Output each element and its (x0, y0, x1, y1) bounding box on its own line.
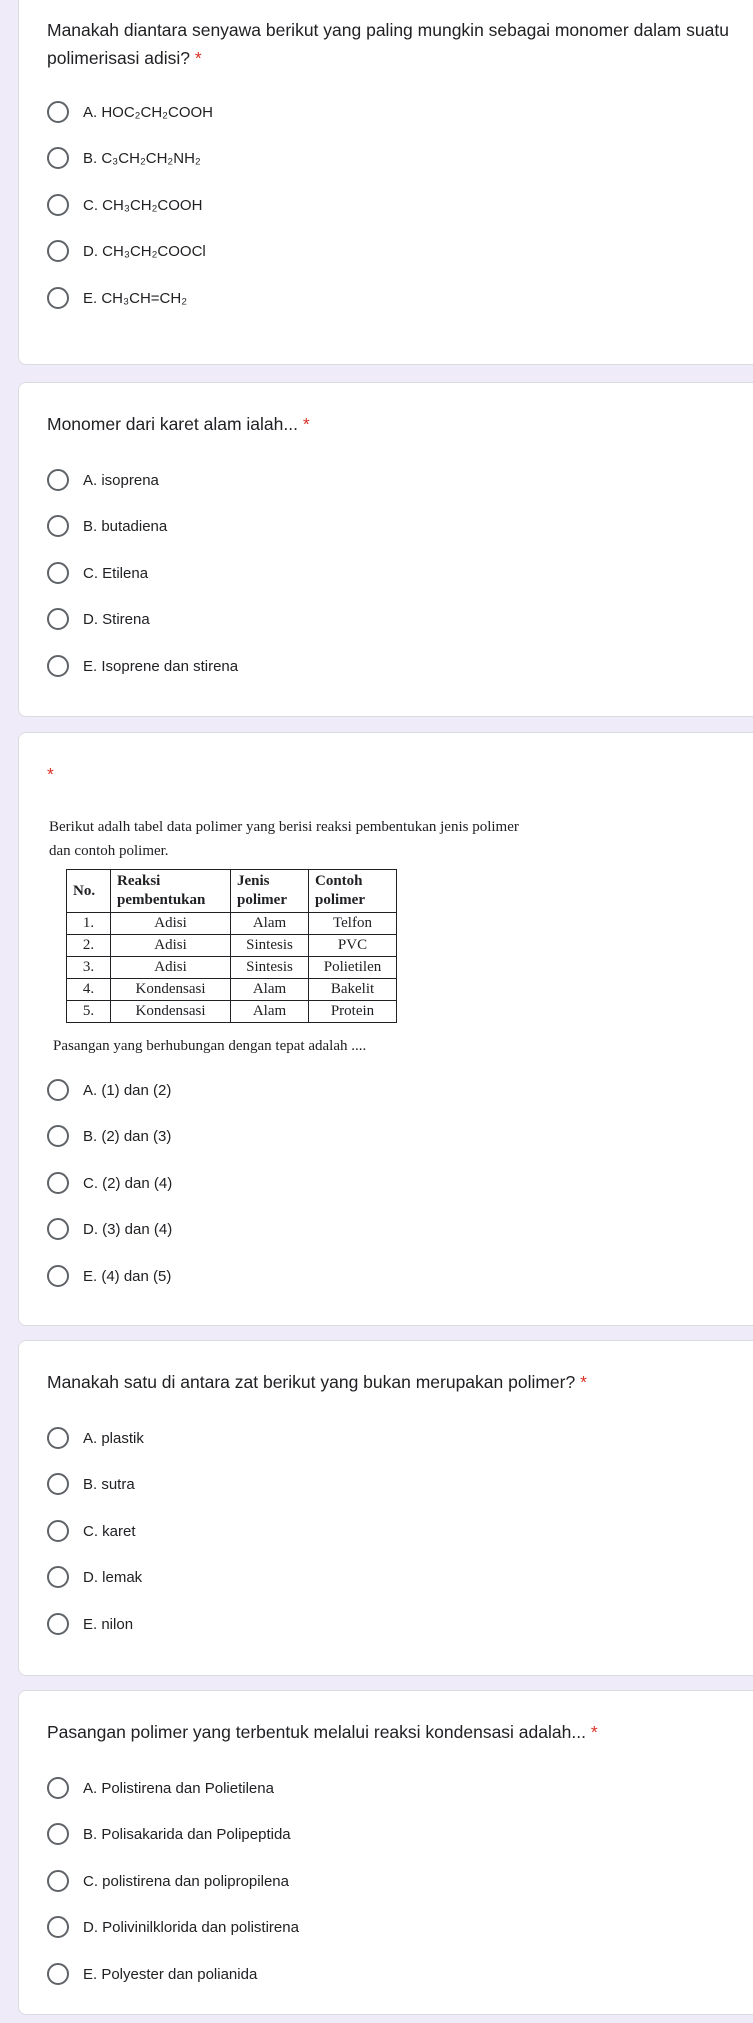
radio-button[interactable] (47, 1566, 69, 1588)
table-cell: PVC (309, 935, 397, 957)
option-label: C. CH₃CH₂COOH (83, 196, 203, 214)
option-label: D. CH₃CH₂COOCl (83, 242, 206, 260)
table-cell: 3. (67, 957, 111, 979)
table-cell: Telfon (309, 913, 397, 935)
table-cell: 4. (67, 979, 111, 1001)
option-a[interactable] (47, 100, 213, 124)
question-title: Manakah satu di antara zat berikut yang bukan merupakan polimer? * (47, 1372, 587, 1392)
radio-button[interactable] (47, 1427, 69, 1449)
option-a[interactable] (47, 1776, 274, 1800)
question-card-2 (18, 382, 753, 717)
table-cell: Polietilen (309, 957, 397, 979)
table-cell: Sintesis (231, 935, 309, 957)
table-row (67, 1001, 397, 1023)
table-row (67, 957, 397, 979)
option-label: D. lemak (83, 1568, 143, 1586)
radio-button[interactable] (47, 1870, 69, 1892)
option-a[interactable] (47, 1426, 144, 1450)
option-label: E. Isoprene dan stirena (83, 657, 239, 675)
table-cell: Sintesis (231, 957, 309, 979)
option-label: C. karet (83, 1522, 136, 1540)
table-cell: 2. (67, 935, 111, 957)
option-label: A. (1) dan (2) (83, 1081, 172, 1099)
radio-button[interactable] (47, 469, 69, 491)
question-card-5 (18, 1690, 753, 2015)
table-header-row (67, 870, 397, 913)
table-row (67, 913, 397, 935)
table-cell: Adisi (111, 913, 231, 935)
intro-text: dan contoh polimer. (49, 843, 169, 859)
option-label: D. (3) dan (4) (83, 1220, 173, 1238)
option-label: A. HOC₂CH₂COOH (83, 103, 213, 121)
radio-button[interactable] (47, 240, 69, 262)
radio-button[interactable] (47, 194, 69, 216)
table-row (67, 979, 397, 1001)
required-asterisk: * (47, 764, 54, 784)
required-asterisk: * (302, 414, 310, 434)
radio-button[interactable] (47, 1125, 69, 1147)
question-text: Pasangan yang berhubungan dengan tepat adalah .... (53, 1038, 367, 1054)
option-c[interactable] (47, 1519, 136, 1543)
radio-button[interactable] (47, 101, 69, 123)
option-e[interactable] (47, 654, 238, 678)
option-label: A. isoprena (83, 471, 159, 489)
option-label: D. Polivinilklorida dan polistirena (83, 1918, 299, 1936)
radio-button[interactable] (47, 1218, 69, 1240)
option-d[interactable] (47, 1565, 142, 1589)
radio-button[interactable] (47, 287, 69, 309)
option-b[interactable] (47, 1124, 171, 1148)
table-header: Reaksi pembentukan (111, 870, 231, 913)
option-c[interactable] (47, 193, 202, 217)
radio-button[interactable] (47, 608, 69, 630)
option-e[interactable] (47, 1962, 257, 1986)
option-label: E. CH₃CH=CH₂ (83, 289, 188, 307)
question-card-3 (18, 732, 753, 1326)
option-d[interactable] (47, 607, 150, 631)
option-e[interactable] (47, 286, 187, 310)
table-cell: Adisi (111, 935, 231, 957)
option-b[interactable] (47, 146, 201, 170)
question-title: Manakah diantara senyawa berikut yang paling mungkin sebagai monomer dalam suatu polimerisasi adisi? * (47, 20, 729, 68)
option-b[interactable] (47, 1822, 291, 1846)
option-label: D. Stirena (83, 610, 150, 628)
question-card-4 (18, 1340, 753, 1676)
required-asterisk: * (590, 1722, 598, 1742)
question-title: Monomer dari karet alam ialah... * (47, 414, 310, 434)
option-label: C. (2) dan (4) (83, 1174, 173, 1192)
option-label: C. Etilena (83, 564, 149, 582)
radio-button[interactable] (47, 1520, 69, 1542)
table-cell: Protein (309, 1001, 397, 1023)
option-c[interactable] (47, 561, 148, 585)
option-label: E. Polyester dan polianida (83, 1965, 258, 1983)
radio-button[interactable] (47, 1265, 69, 1287)
option-label: B. butadiena (83, 517, 168, 535)
radio-button[interactable] (47, 1963, 69, 1985)
option-label: C. polistirena dan polipropilena (83, 1872, 289, 1890)
question-title: Pasangan polimer yang terbentuk melalui reaksi kondensasi adalah... * (47, 1722, 598, 1742)
table-cell: 1. (67, 913, 111, 935)
radio-button[interactable] (47, 1079, 69, 1101)
option-label: B. sutra (83, 1475, 135, 1493)
table-cell: Adisi (111, 957, 231, 979)
option-c[interactable] (47, 1869, 289, 1893)
table-header: Contoh polimer (309, 870, 397, 913)
radio-button[interactable] (47, 562, 69, 584)
table-cell: Kondensasi (111, 979, 231, 1001)
option-label: A. Polistirena dan Polietilena (83, 1779, 274, 1797)
table-cell: Alam (231, 979, 309, 1001)
table-cell: Bakelit (309, 979, 397, 1001)
option-a[interactable] (47, 1078, 171, 1102)
table-cell: Alam (231, 913, 309, 935)
radio-button[interactable] (47, 1916, 69, 1938)
radio-button[interactable] (47, 1777, 69, 1799)
option-d[interactable] (47, 239, 206, 263)
option-label: E. nilon (83, 1615, 134, 1633)
radio-button[interactable] (47, 147, 69, 169)
option-label: A. plastik (83, 1429, 144, 1447)
required-asterisk: * (194, 48, 202, 68)
table-header: No. (67, 870, 111, 913)
table-cell: Alam (231, 1001, 309, 1023)
table-header: Jenis polimer (231, 870, 309, 913)
radio-button[interactable] (47, 1172, 69, 1194)
option-e[interactable] (47, 1612, 133, 1636)
question-title (47, 760, 753, 788)
polymer-table (66, 869, 397, 1023)
option-b[interactable] (47, 1472, 135, 1496)
required-asterisk: * (580, 1372, 587, 1392)
option-label: B. (2) dan (3) (83, 1127, 172, 1145)
intro-text: Berikut adalh tabel data polimer yang berisi reaksi pembentukan jenis polimer (49, 819, 519, 835)
radio-button[interactable] (47, 1473, 69, 1495)
radio-button[interactable] (47, 515, 69, 537)
question-card-1 (18, 0, 753, 365)
radio-button[interactable] (47, 655, 69, 677)
option-b[interactable] (47, 514, 167, 538)
option-c[interactable] (47, 1171, 172, 1195)
radio-button[interactable] (47, 1823, 69, 1845)
option-d[interactable] (47, 1915, 299, 1939)
radio-button[interactable] (47, 1613, 69, 1635)
option-e[interactable] (47, 1264, 171, 1288)
table-cell: 5. (67, 1001, 111, 1023)
option-label: B. Polisakarida dan Polipeptida (83, 1825, 291, 1843)
option-label: B. C₃CH₂CH₂NH₂ (83, 149, 201, 167)
option-a[interactable] (47, 468, 159, 492)
table-row (67, 935, 397, 957)
table-cell: Kondensasi (111, 1001, 231, 1023)
option-label: E. (4) dan (5) (83, 1267, 172, 1285)
option-d[interactable] (47, 1217, 172, 1241)
